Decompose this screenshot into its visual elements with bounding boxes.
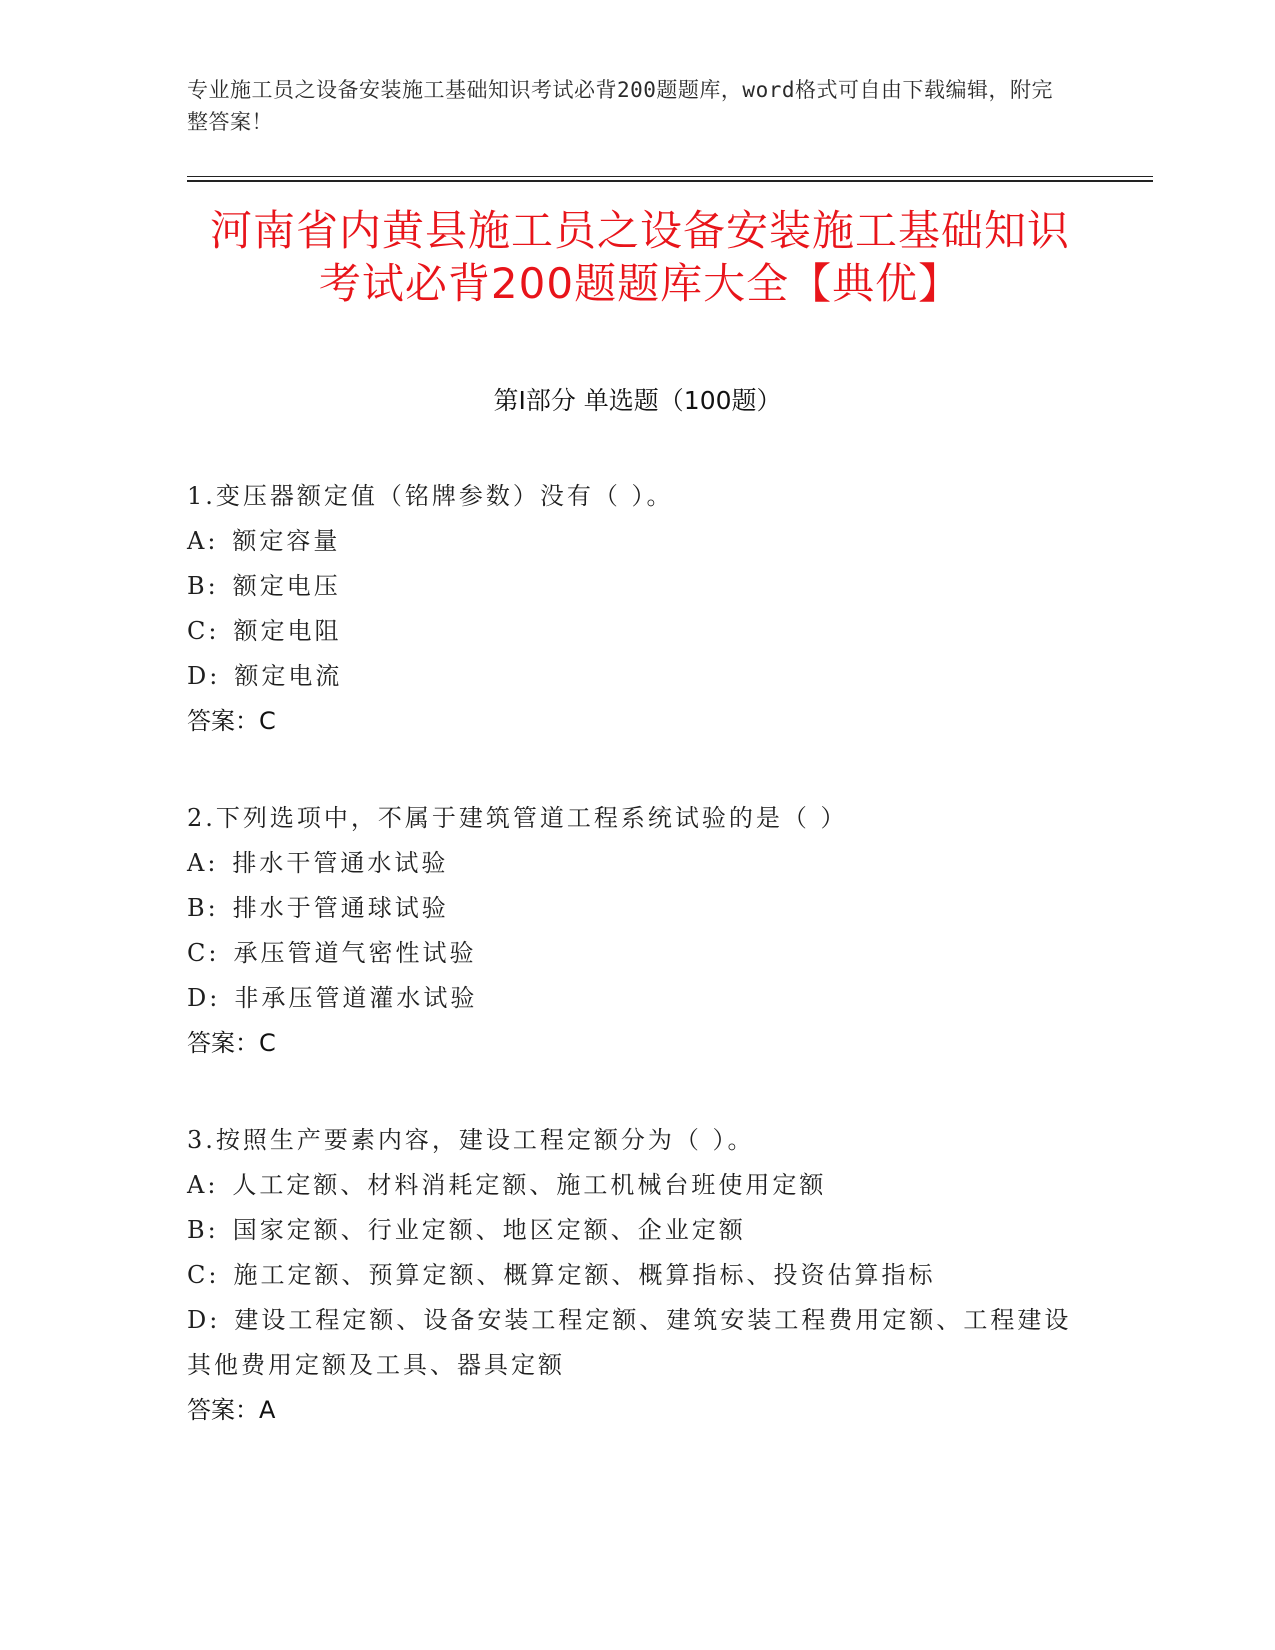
option-letter: B: bbox=[187, 1216, 219, 1244]
option-letter: A: bbox=[187, 849, 219, 877]
option-c bbox=[187, 1253, 1077, 1298]
document-title: 河南省内黄县施工员之设备安装施工基础知识考试必背200题题库大全【典优】 bbox=[209, 206, 1070, 308]
option-text: 排水干管通水试验 bbox=[232, 849, 449, 877]
question-2 bbox=[187, 796, 1077, 1066]
option-text: 额定电阻 bbox=[233, 617, 342, 645]
option-letter: C: bbox=[187, 939, 220, 967]
option-text: 国家定额、行业定额、地区定额、企业定额 bbox=[232, 1216, 746, 1244]
option-text: 排水于管通球试验 bbox=[232, 894, 449, 922]
option-a bbox=[187, 1163, 1077, 1208]
option-letter: B: bbox=[187, 894, 219, 922]
option-c bbox=[187, 931, 1077, 976]
section-heading: 第Ⅰ部分 单选题（100题） bbox=[493, 386, 782, 415]
option-text: 施工定额、预算定额、概算定额、概算指标、投资估算指标 bbox=[233, 1261, 936, 1289]
option-letter: C: bbox=[187, 617, 220, 645]
option-text: 额定电流 bbox=[234, 662, 343, 690]
question-1 bbox=[187, 474, 1077, 744]
option-text: 人工定额、材料消耗定额、施工机械台班使用定额 bbox=[232, 1171, 827, 1199]
header-note: 专业施工员之设备安装施工基础知识考试必背200题题库，word格式可自由下载编辑，附完整答案！ bbox=[187, 78, 1053, 134]
option-b bbox=[187, 564, 1077, 609]
option-letter: D: bbox=[187, 1306, 221, 1334]
header-rule-thick bbox=[187, 180, 1153, 182]
answer: 答案：C bbox=[187, 1029, 276, 1057]
question-list bbox=[187, 474, 1077, 1485]
option-b bbox=[187, 886, 1077, 931]
option-text: 承压管道气密性试验 bbox=[233, 939, 477, 967]
question-stem: 1.变压器额定值（铭牌参数）没有（ ）。 bbox=[187, 482, 674, 510]
option-letter: C: bbox=[187, 1261, 220, 1289]
option-letter: B: bbox=[187, 572, 219, 600]
answer: 答案：C bbox=[187, 707, 276, 735]
question-stem: 3.按照生产要素内容，建设工程定额分为（ ）。 bbox=[187, 1126, 755, 1154]
option-a bbox=[187, 519, 1077, 564]
option-c bbox=[187, 609, 1077, 654]
option-text: 额定电压 bbox=[232, 572, 341, 600]
option-letter: D: bbox=[187, 984, 221, 1012]
option-b bbox=[187, 1208, 1077, 1253]
option-text: 建设工程定额、设备安装工程定额、建筑安装工程费用定额、工程建设其他费用定额及工具、器具定额 bbox=[187, 1306, 1072, 1379]
question-stem: 2.下列选项中，不属于建筑管道工程系统试验的是（ ） bbox=[187, 804, 848, 832]
option-letter: D: bbox=[187, 662, 221, 690]
answer: 答案：A bbox=[187, 1396, 276, 1424]
option-a bbox=[187, 841, 1077, 886]
header-rule-thin bbox=[187, 176, 1153, 177]
option-text: 额定容量 bbox=[232, 527, 341, 555]
option-letter: A: bbox=[187, 1171, 219, 1199]
option-text: 非承压管道灌水试验 bbox=[234, 984, 478, 1012]
option-d bbox=[187, 654, 1077, 699]
option-letter: A: bbox=[187, 527, 219, 555]
question-3 bbox=[187, 1118, 1077, 1433]
option-d bbox=[187, 1298, 1077, 1388]
option-d bbox=[187, 976, 1077, 1021]
